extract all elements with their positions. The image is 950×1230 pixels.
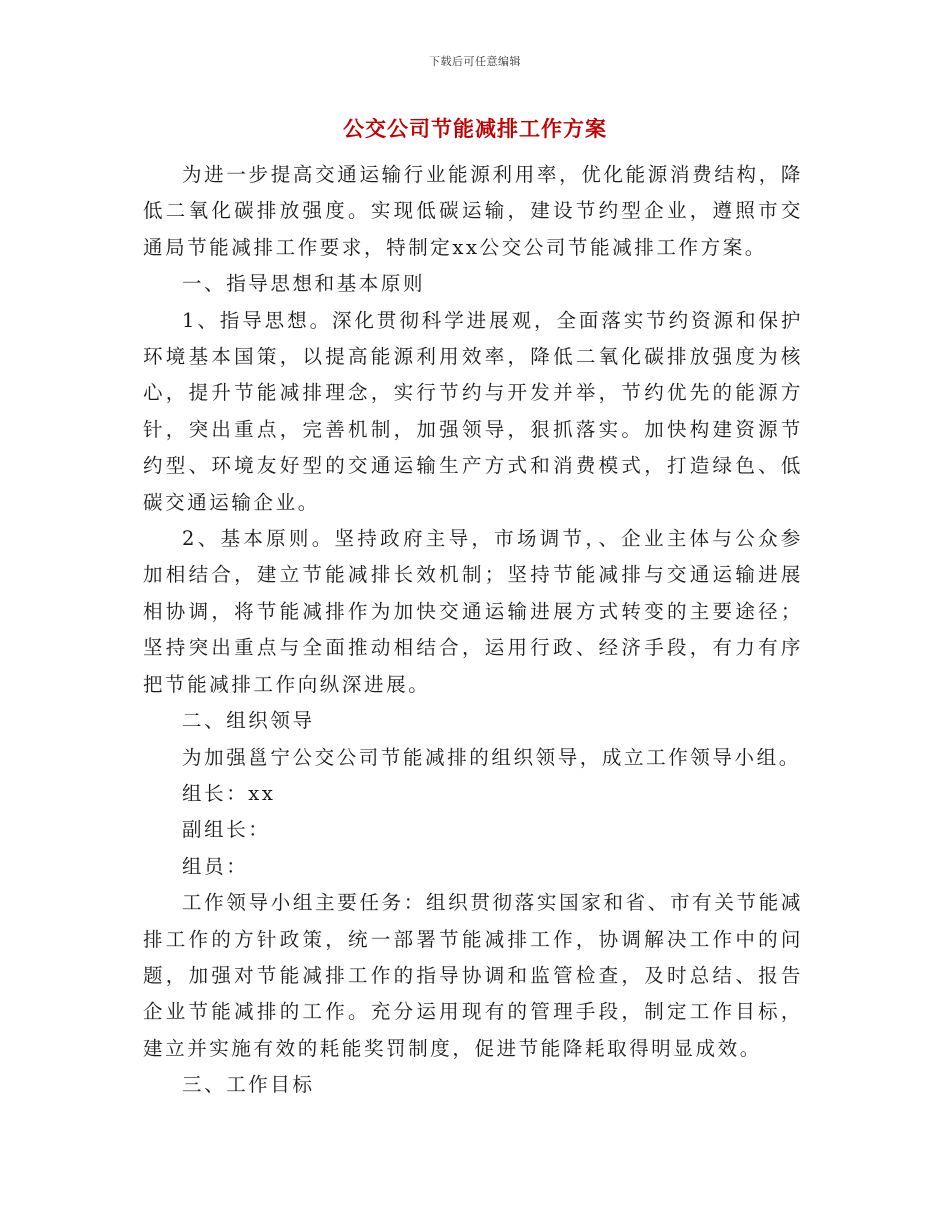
section-heading-1: 一、指导思想和基本原则 <box>182 272 426 296</box>
leader-line: 组长：xx <box>182 781 276 805</box>
deputy-leader-line: 副组长： <box>182 818 271 842</box>
paragraph-basic-principles: 2、基本原则。坚持政府主导，市场调节，、企业主体与公众参加相结合，建立节能减排长效机制；坚持节能减排与交通运输进展相协调，将节能减排作为加快交通运输进展方式转变的主要途径；坚持突出重点与全面推动相结合，运用行政、经济手段，有力有序把节能减排工作向纵深进展。 <box>143 527 803 696</box>
paragraph-group-tasks: 工作领导小组主要任务：组织贯彻落实国家和省、市有关节能减排工作的方针政策，统一部署节能减排工作，协调解决工作中的问题，加强对节能减排工作的指导协调和监管检查，及时总结、报告企业节能减排的工作。充分运用现有的管理手段，制定工作目标，建立并实施有效的耗能奖罚制度，促进节能降耗取得明显成效。 <box>143 891 803 1060</box>
members-line: 组员： <box>182 854 249 878</box>
document-body <box>143 157 803 1104</box>
document-title: 公交公司节能减排工作方案 <box>343 117 607 141</box>
paragraph-guiding-ideology: 1、指导思想。深化贯彻科学进展观，全面落实节约资源和保护环境基本国策，以提高能源利用效率，降低二氧化碳排放强度为核心，提升节能减排理念，实行节约与开发并举，节约优先的能源方针，突出重点，完善机制，加强领导，狠抓落实。加快构建资源节约型、环境友好型的交通运输生产方式和消费模式，打造绿色、低碳交通运输企业。 <box>143 308 803 514</box>
paragraph-intro: 为进一步提高交通运输行业能源利用率，优化能源消费结构，降低二氧化碳排放强度。实现低碳运输，建设节约型企业，遵照市交通局节能减排工作要求，特制定xx公交公司节能减排工作方案。 <box>143 163 803 259</box>
section-heading-2: 二、组织领导 <box>182 709 315 733</box>
header-note: 下载后可任意编辑 <box>429 55 521 68</box>
section-heading-3: 三、工作目标 <box>182 1073 315 1097</box>
paragraph-organization: 为加强邕宁公交公司节能减排的组织领导，成立工作领导小组。 <box>182 745 801 769</box>
